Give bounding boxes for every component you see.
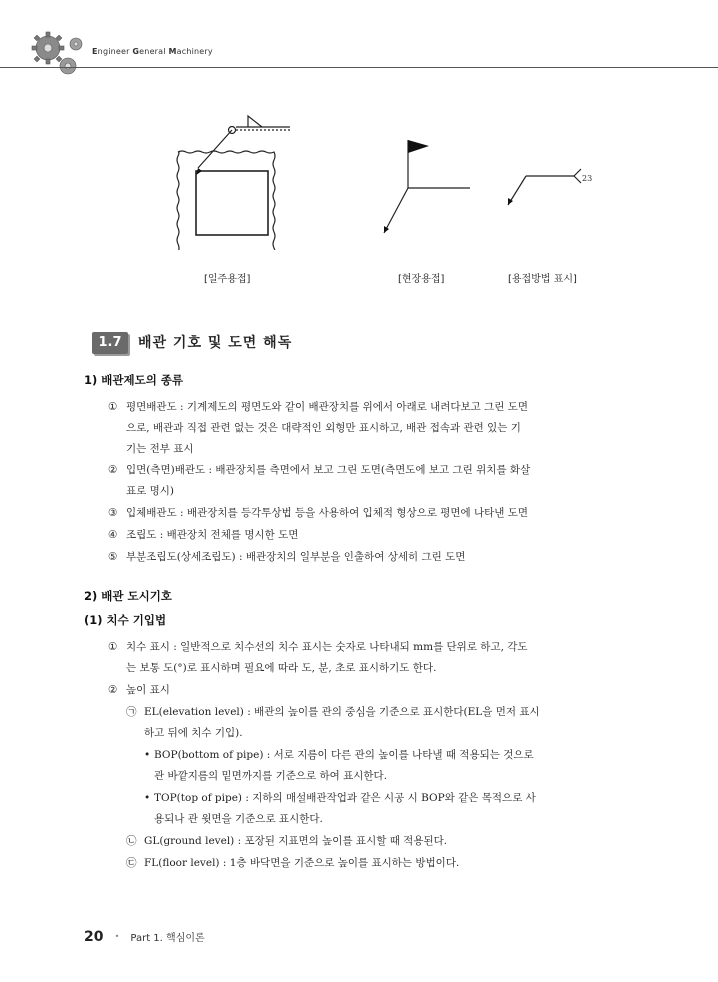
list-item: ② 입면(측면)배관도 : 배관장치를 측면에서 보고 그린 도면(측면도에 보고 그린 위치를 화살 표로 명시) xyxy=(108,464,531,497)
gear-icon xyxy=(26,30,96,78)
list-item: • TOP(top of pipe) : 지하의 매설배관작업과 같은 시공 시 BOP와 같은 목적으로 사 용되나 관 윗면을 기준으로 표시한다. xyxy=(144,792,536,825)
caption-weld-method: [용접방법 표시] xyxy=(508,274,577,285)
subsubsection-heading: (1) 치수 기입법 xyxy=(84,613,167,627)
footer-separator: • xyxy=(114,932,120,941)
footer-part-label: Part 1. 핵심이론 xyxy=(130,933,205,944)
list-item: ① 치수 표시 : 일반적으로 치수선의 치수 표시는 숫자로 나타내되 mm를 단위로 하고, 각도 는 보통 도(°)로 표시하며 필요에 따라 도, 분, 초로 표시하기도 한다. xyxy=(108,641,528,674)
list-item: ㉡ GL(ground level) : 포장된 지표면의 높이를 표시할 때 적용된다. xyxy=(126,835,448,847)
page-header xyxy=(0,0,718,70)
field-weld-flag xyxy=(408,140,429,153)
caption-all-around-weld: [일주용접] xyxy=(204,274,251,285)
list-item: ㉠ EL(elevation level) : 배관의 높이를 관의 중심을 기준으로 표시한다(EL을 먼저 표시 하고 뒤에 치수 기입). xyxy=(126,706,540,739)
list-item: ⑤ 부분조립도(상세조립도) : 배관장치의 일부분을 인출하여 상세히 그린 도면 xyxy=(108,551,466,563)
section-number: 1.7 xyxy=(92,332,128,354)
list-item: ㉢ FL(floor level) : 1층 바닥면을 기준으로 높이를 표시하는 방법이다. xyxy=(126,857,460,869)
weld-number: 23 xyxy=(582,174,593,183)
caption-field-weld: [현장용접] xyxy=(398,274,445,285)
section-title: 배관 기호 및 도면 해독 xyxy=(138,335,293,351)
list-item: • BOP(bottom of pipe) : 서로 지름이 다른 관의 높이를 나타낼 때 적용되는 것으로 관 바깥지름의 밑면까지를 기준으로 하여 표시한다. xyxy=(144,749,534,782)
welded-part xyxy=(196,171,268,235)
subsection-heading: 2) 배관 도시기호 xyxy=(84,589,172,603)
page-number: 20 xyxy=(84,929,104,945)
list-item: ③ 입체배관도 : 배관장치를 등각투상법 등을 사용하여 입체적 형상으로 평면에 나타낸 도면 xyxy=(108,507,529,519)
list-item: ④ 조립도 : 배관장치 전체를 명시한 도면 xyxy=(108,529,299,541)
list-item: ① 평면배관도 : 기계제도의 평면도와 같이 배관장치를 위에서 아래로 내려다보고 그린 도면 으로, 배관과 직접 관련 없는 것은 대략적인 외형만 표시하고, 배관 접속과 관련 있는 기 기는 전부 표시 xyxy=(108,401,529,455)
header-title: Engineer General Machinery xyxy=(92,47,213,56)
page-footer xyxy=(84,926,205,945)
welding-symbols-figure xyxy=(160,110,620,250)
header-rule xyxy=(0,67,718,68)
list-item: ② 높이 표시 xyxy=(108,684,170,696)
subsection-heading: 1) 배관제도의 종류 xyxy=(84,373,184,387)
